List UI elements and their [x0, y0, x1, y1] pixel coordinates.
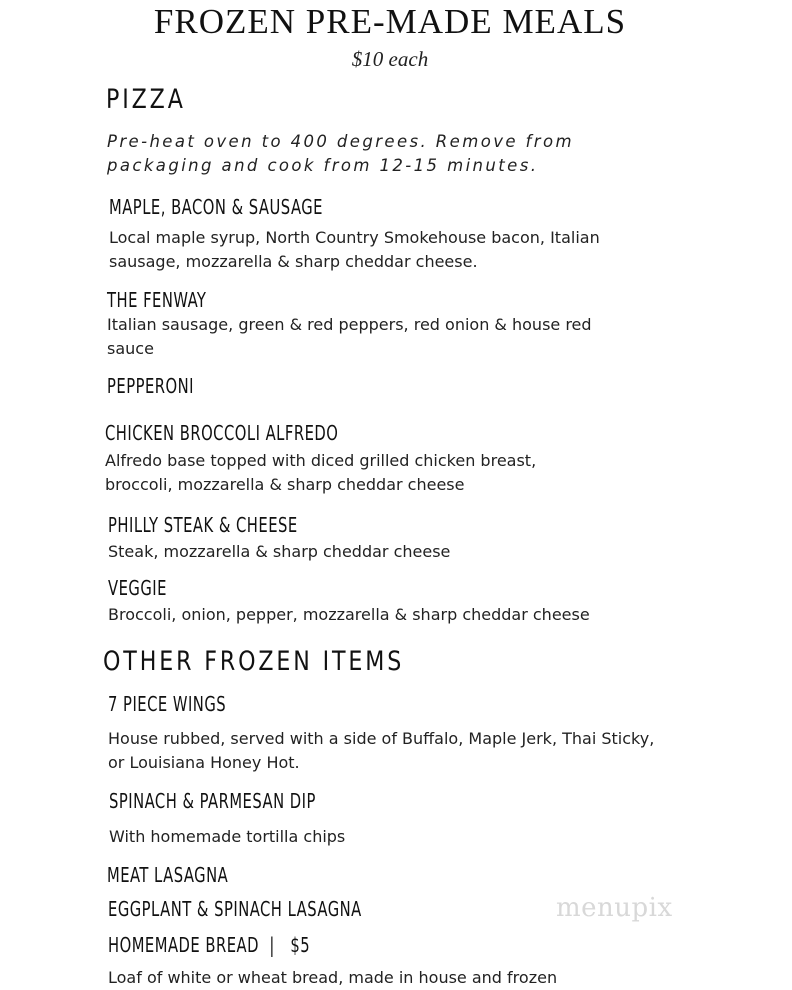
page-title: FROZEN PRE-MADE MEALS	[153, 2, 627, 41]
section-heading-other: OTHER FROZEN ITEMS	[103, 646, 405, 677]
menu-item-description: Loaf of white or wheat bread, made in house and frozen	[108, 968, 558, 987]
menu-item-description: Italian sausage, green & red peppers, red onion & house red	[107, 315, 592, 334]
menu-item-name: MAPLE, BACON & SAUSAGE	[109, 195, 324, 219]
watermark-logo: menupix	[556, 893, 673, 923]
menu-item-name: CHICKEN BROCCOLI ALFREDO	[105, 421, 339, 445]
menu-item-description: With homemade tortilla chips	[109, 827, 346, 846]
menu-item-name: 7 PIECE WINGS	[108, 692, 227, 716]
menu-item-description: or Louisiana Honey Hot.	[108, 753, 300, 772]
menu-item-name: MEAT LASAGNA	[107, 863, 229, 887]
price-subtitle: $10 each	[351, 47, 429, 71]
menu-item-description: broccoli, mozzarella & sharp cheddar cheese	[105, 475, 465, 494]
menu-item-description: Alfredo base topped with diced grilled chicken breast,	[105, 451, 537, 470]
menu-item-description: Local maple syrup, North Country Smokehouse bacon, Italian	[109, 228, 600, 247]
menu-item-name: PHILLY STEAK & CHEESE	[108, 513, 298, 537]
menu-item-name: SPINACH & PARMESAN DIP	[109, 789, 316, 813]
menu-item-name: HOMEMADE BREAD | $5	[108, 933, 311, 957]
menu-item-description: sausage, mozzarella & sharp cheddar cheese.	[109, 252, 478, 271]
menu-item-description: Broccoli, onion, pepper, mozzarella & sharp cheddar cheese	[108, 605, 590, 624]
menu-item-name: THE FENWAY	[107, 288, 207, 312]
menu-item-description: sauce	[107, 339, 154, 358]
menu-item-name: EGGPLANT & SPINACH LASAGNA	[108, 897, 362, 921]
menu-item-description: House rubbed, served with a side of Buffalo, Maple Jerk, Thai Sticky,	[108, 729, 655, 748]
menu-item-name: PEPPERONI	[107, 374, 195, 398]
menu-item-name: VEGGIE	[108, 576, 167, 600]
menu-item-description: Steak, mozzarella & sharp cheddar cheese	[108, 542, 451, 561]
pizza-instructions-line2: packaging and cook from 12-15 minutes.	[107, 156, 539, 175]
section-heading-pizza: PIZZA	[106, 84, 186, 115]
pizza-instructions-line1: Pre-heat oven to 400 degrees. Remove from	[107, 132, 574, 151]
